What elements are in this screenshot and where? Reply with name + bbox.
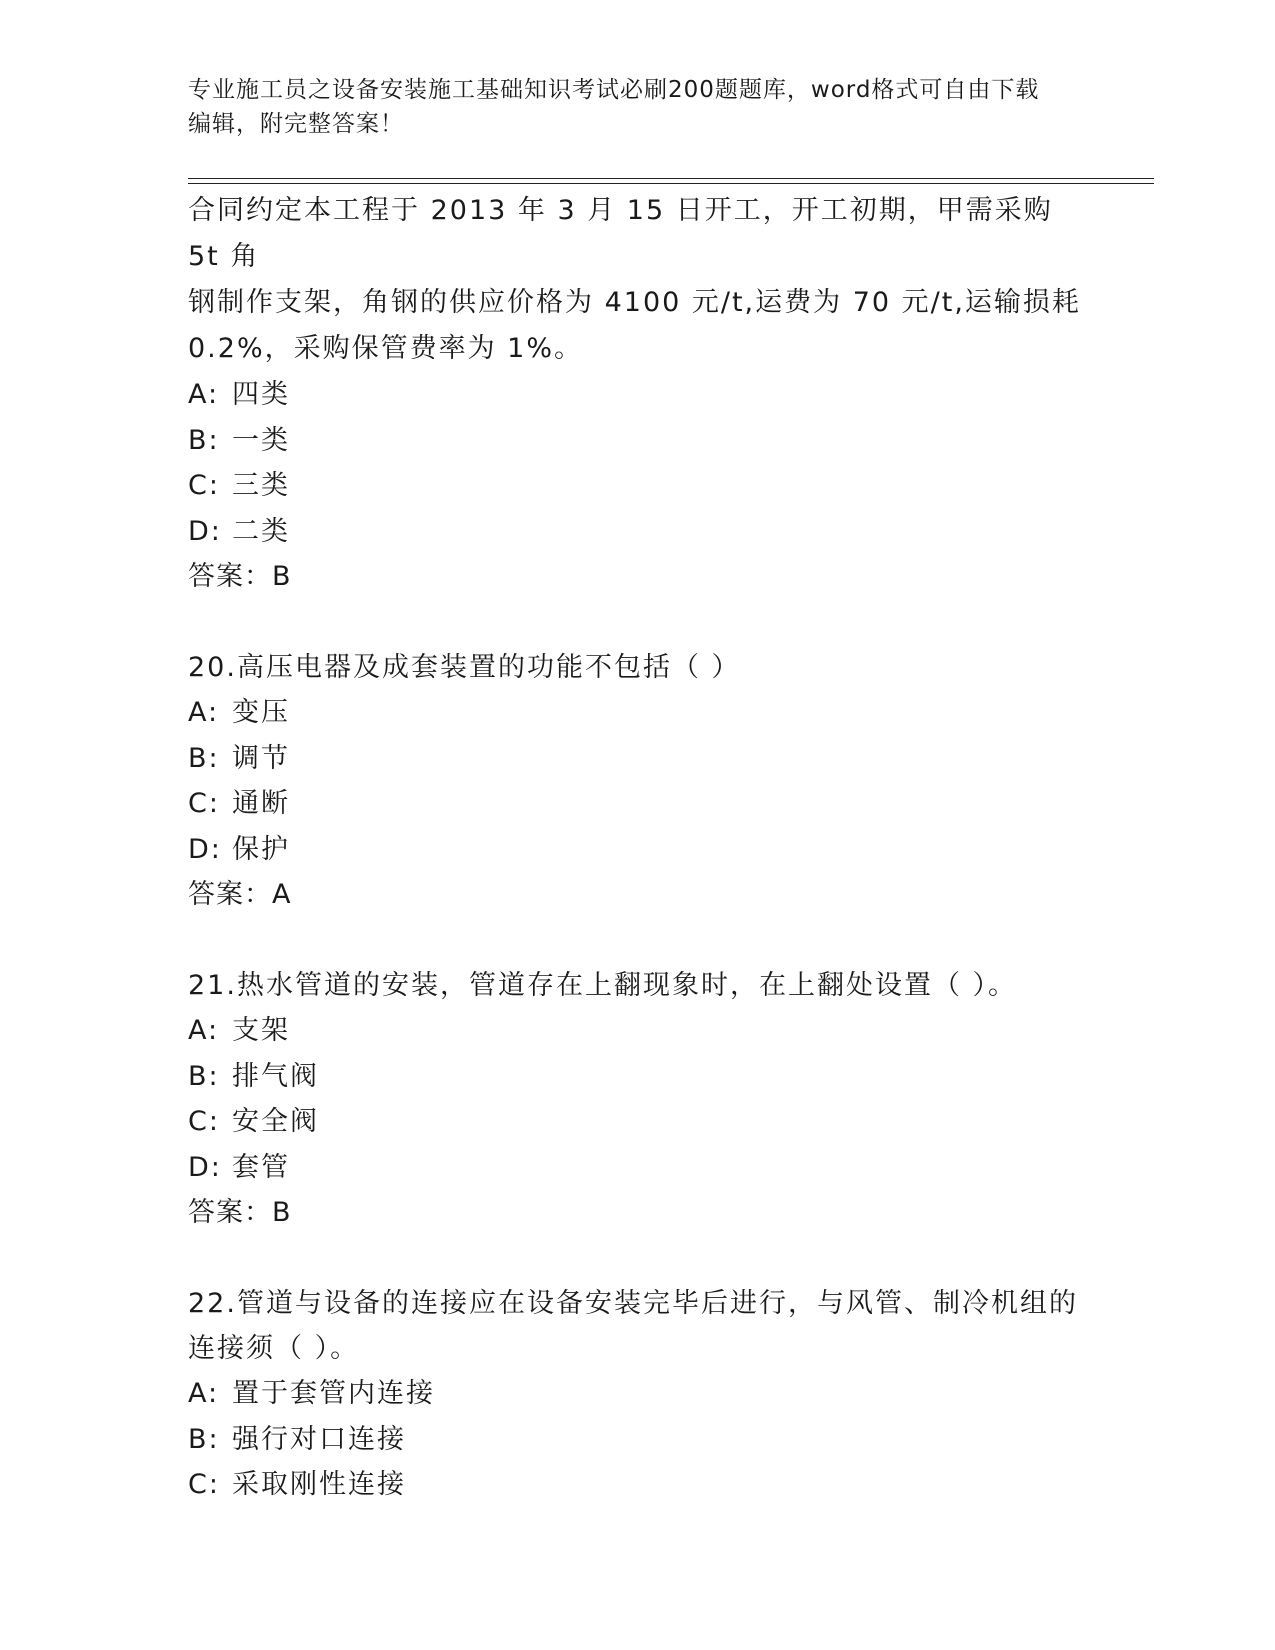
option-letter: B: (188, 742, 220, 774)
question-block-20 (188, 645, 1088, 918)
option-letter: B: (188, 1423, 220, 1455)
spacer (188, 1236, 1088, 1281)
option-letter: D: (188, 1151, 222, 1183)
option-text: 四类 (232, 379, 290, 410)
option-d (188, 509, 1088, 555)
option-text: 变压 (232, 697, 290, 728)
option-letter: A: (188, 1015, 220, 1046)
header-line-2: 编辑，附完整答案！ (188, 111, 404, 137)
option-text: 强行对口连接 (232, 1423, 406, 1455)
option-letter: C: (188, 1106, 220, 1137)
question-block-19 (188, 188, 1088, 600)
option-letter: D: (188, 833, 222, 865)
option-letter: A: (188, 697, 220, 728)
header-line-1: 专业施工员之设备安装施工基础知识考试必刷200题题库，word格式可自由下载 (188, 77, 1040, 103)
option-letter: B: (188, 1060, 220, 1092)
option-text: 支架 (232, 1015, 290, 1046)
option-c (188, 1462, 1088, 1508)
option-c (188, 1099, 1088, 1145)
question-block-21 (188, 963, 1088, 1236)
option-letter: D: (188, 515, 222, 547)
document-body (188, 188, 1088, 1508)
option-letter: A: (188, 1378, 220, 1409)
option-letter: A: (188, 379, 220, 410)
option-d (188, 1145, 1088, 1191)
question-text-line: 钢制作支架，角钢的供应价格为 4100 元/t,运费为 70 元/t,运输损耗 (188, 287, 1081, 318)
spacer (188, 918, 1088, 963)
option-b (188, 418, 1088, 464)
header-rule-top (188, 178, 1154, 179)
option-letter: C: (188, 470, 220, 501)
option-text: 采取刚性连接 (232, 1469, 406, 1500)
option-text: 三类 (232, 470, 290, 501)
answer-line: 答案：B (188, 561, 292, 592)
option-letter: B: (188, 424, 220, 456)
question-text-line: 0.2%，采购保管费率为 1%。 (188, 333, 584, 364)
option-letter: C: (188, 1469, 220, 1500)
option-text: 二类 (232, 515, 290, 547)
question-text-line: 22.管道与设备的连接应在设备安装完毕后进行，与风管、制冷机组的 (188, 1288, 1078, 1319)
question-block-22 (188, 1281, 1088, 1508)
option-text: 调节 (232, 742, 290, 774)
spacer (188, 600, 1088, 645)
option-b (188, 736, 1088, 782)
question-text-line: 合同约定本工程于 2013 年 3 月 15 日开工，开工初期，甲需采购 5t 角 (188, 195, 1053, 272)
option-text: 安全阀 (232, 1106, 319, 1137)
option-a (188, 1371, 1088, 1417)
option-text: 通断 (232, 788, 290, 819)
question-text-line: 20.高压电器及成套装置的功能不包括（ ） (188, 652, 741, 683)
option-text: 置于套管内连接 (232, 1378, 435, 1409)
document-header (188, 73, 1068, 141)
option-text: 保护 (232, 833, 290, 865)
option-a (188, 372, 1088, 418)
header-rule-bottom (188, 183, 1154, 184)
option-a (188, 1008, 1088, 1054)
option-c (188, 463, 1088, 509)
option-text: 排气阀 (232, 1060, 319, 1092)
option-text: 套管 (232, 1151, 290, 1183)
option-c (188, 781, 1088, 827)
answer-line: 答案：A (188, 879, 292, 910)
question-text-line: 连接须（ ）。 (188, 1333, 360, 1364)
option-d (188, 827, 1088, 873)
question-text-line: 21.热水管道的安装，管道存在上翻现象时，在上翻处设置（ ）。 (188, 970, 1018, 1001)
option-letter: C: (188, 788, 220, 819)
option-text: 一类 (232, 424, 290, 456)
answer-line: 答案：B (188, 1197, 292, 1228)
option-a (188, 690, 1088, 736)
option-b (188, 1054, 1088, 1100)
option-b (188, 1417, 1088, 1463)
